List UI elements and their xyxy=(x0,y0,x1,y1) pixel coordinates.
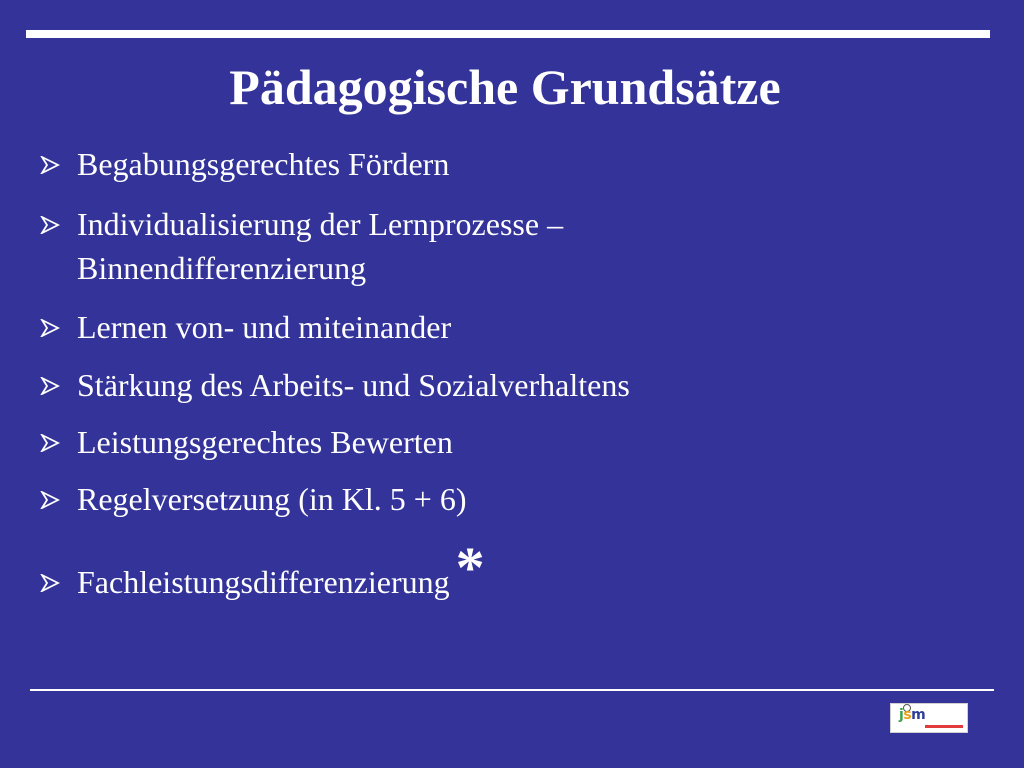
bullet-item xyxy=(36,363,976,407)
arrowhead-bullet-icon xyxy=(40,434,60,452)
slide-title: Pädagogische Grundsätze xyxy=(229,59,781,115)
bullet-text: Regelversetzung (in Kl. 5 + 6) xyxy=(77,481,467,517)
arrowhead-bullet-icon xyxy=(40,377,60,395)
arrowhead-bullet-icon xyxy=(40,216,60,234)
bullet-text: Stärkung des Arbeits- und Sozialverhaltens xyxy=(77,367,630,403)
bullet-item xyxy=(36,305,976,349)
asterisk-footnote-mark: * xyxy=(455,535,485,600)
bullet-item xyxy=(36,535,976,604)
top-divider xyxy=(26,30,990,38)
logo-wordmark: jsm xyxy=(899,707,926,723)
bullet-item xyxy=(36,202,976,290)
arrowhead-bullet-icon xyxy=(40,319,60,337)
arrowhead-bullet-icon xyxy=(40,156,60,174)
bullet-text: Begabungsgerechtes Fördern xyxy=(77,146,450,182)
bullet-item xyxy=(36,477,976,521)
school-logo xyxy=(890,703,968,733)
bullet-item xyxy=(36,142,976,186)
bullet-text-with-mark xyxy=(77,535,797,604)
bullet-text: Leistungsgerechtes Bewerten xyxy=(77,424,453,460)
arrowhead-bullet-icon xyxy=(40,491,60,509)
bullet-text: Fachleistungsdifferenzierung xyxy=(77,564,450,600)
bottom-divider xyxy=(30,689,994,691)
logo-strip xyxy=(925,725,963,728)
bullet-text: Lernen von- und miteinander xyxy=(77,309,452,345)
bullet-text: Individualisierung der Lernprozesse – Binnendifferenzierung xyxy=(77,206,564,286)
bullet-item xyxy=(36,420,976,464)
arrowhead-bullet-icon xyxy=(40,574,60,592)
